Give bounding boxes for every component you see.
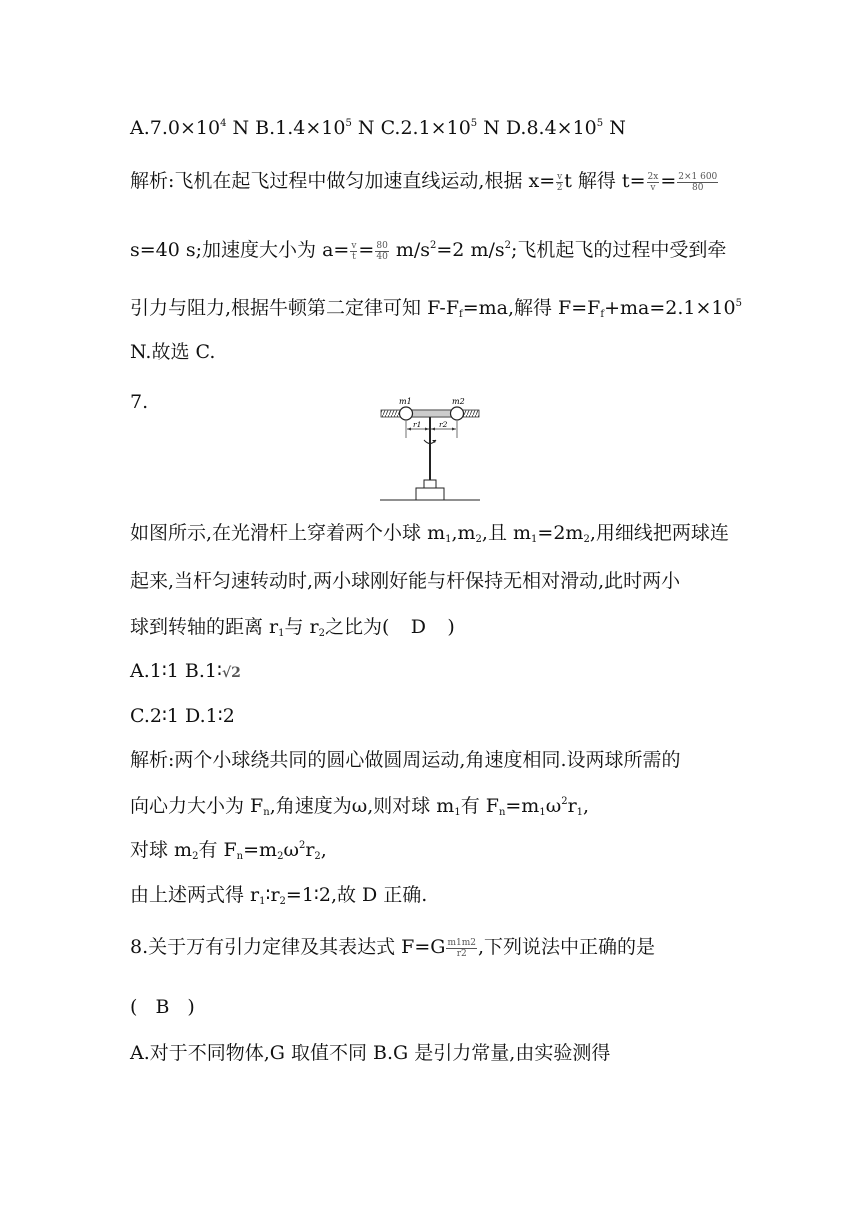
ball-m2 xyxy=(451,407,464,420)
label-m1: m1 xyxy=(399,397,412,406)
label-r1: r1 xyxy=(413,420,422,429)
q8-stem: 8.关于万有引力定律及其表达式 F=G $\frac{m1m2}{r2}$ ,下列说法中正确的是 xyxy=(130,936,656,959)
q6-analysis-line3: 引力与阻力,根据牛顿第二定律可知 $F-F_f=ma$,解得 $F=F_f+ma=2.1\times 10^5$ xyxy=(130,297,742,320)
q7-options-cd: C.2∶1 D.1∶2 xyxy=(130,705,235,727)
fraction-v-over-t: $\frac{v}{t}$ xyxy=(351,240,357,262)
q6-analysis-line2: s=40 s;加速度大小为 a= $\frac{v}{t}$ = $\frac{80}{40}$ $m/s^2=2$ $m/s^2$;飞机起飞的过程中受到牵 xyxy=(130,239,727,262)
ball-m1 xyxy=(400,407,413,420)
q6-analysis-line1: 解析:飞机在起飞过程中做匀加速直线运动,根据 x= $\frac{v}{2}$ t 解得 t= $\frac{2x}{v}$ = $\frac{2\times 1 600}{80}$ xyxy=(130,170,718,193)
q6-options: $A.7.0\times 10^4$ N $B.1.4\times 10^5$ N $C.2.1\times 10^5$ N $D.8.4\times 10^5$ N xyxy=(130,117,626,139)
q7-options-ab: A.1∶1 B.1∶√2 xyxy=(130,660,241,682)
rotating-rod-figure xyxy=(380,394,480,506)
q7-stem-line2: 起来,当杆匀速转动时,两小球刚好能与杆保持无相对滑动,此时两小 xyxy=(130,570,681,592)
q7-stem-line3: 球到转轴的距离 $r_1$与 $r_2$之比为( D ) xyxy=(130,616,455,639)
sqrt-2: √2 xyxy=(221,665,241,681)
q7-analysis-line3: 对球 $m_2$有 $F_n=m_2\omega^2r_2$, xyxy=(130,839,327,862)
label-r2: r2 xyxy=(439,420,448,429)
q8-answer: B xyxy=(155,996,170,1018)
fraction-3200-over-80: $\frac{2\times 1 600}{80}$ xyxy=(678,171,718,193)
stand-top xyxy=(424,480,436,488)
q8-options-ab: A.对于不同物体,G 取值不同 B.G 是引力常量,由实验测得 xyxy=(130,1042,611,1064)
q7-answer: D xyxy=(410,616,427,638)
fraction-80-over-40: $\frac{80}{40}$ xyxy=(376,240,388,262)
q7-analysis-line1: 解析:两个小球绕共同的圆心做圆周运动,角速度相同.设两球所需的 xyxy=(130,749,681,771)
stand-base xyxy=(416,488,444,500)
q7-number: 7. xyxy=(130,391,149,413)
q6-analysis-line4: N.故选 C. xyxy=(130,341,216,363)
q8-answer-line: ( B ) xyxy=(130,996,195,1018)
fraction-2x-over-v: $\frac{2x}{v}$ xyxy=(647,171,659,193)
q7-stem-line1: 如图所示,在光滑杆上穿着两个小球 $m_1,m_2$,且 $m_1=2m_2$,用细线把两球连 xyxy=(130,522,729,545)
label-m2: m2 xyxy=(452,397,465,406)
fraction-v-over-2: $\frac{v}{2}$ xyxy=(556,171,563,193)
fraction-m1m2-over-r2: $\frac{m1m2}{r2}$ xyxy=(447,937,476,959)
q7-analysis-line4: 由上述两式得 $r_1∶r_2=1∶2$,故 D 正确. xyxy=(130,884,428,907)
q7-analysis-line2: 向心力大小为 $F_n$,角速度为ω,则对球 $m_1$有 $F_n=m_1\omega^2r_1$, xyxy=(130,795,590,818)
